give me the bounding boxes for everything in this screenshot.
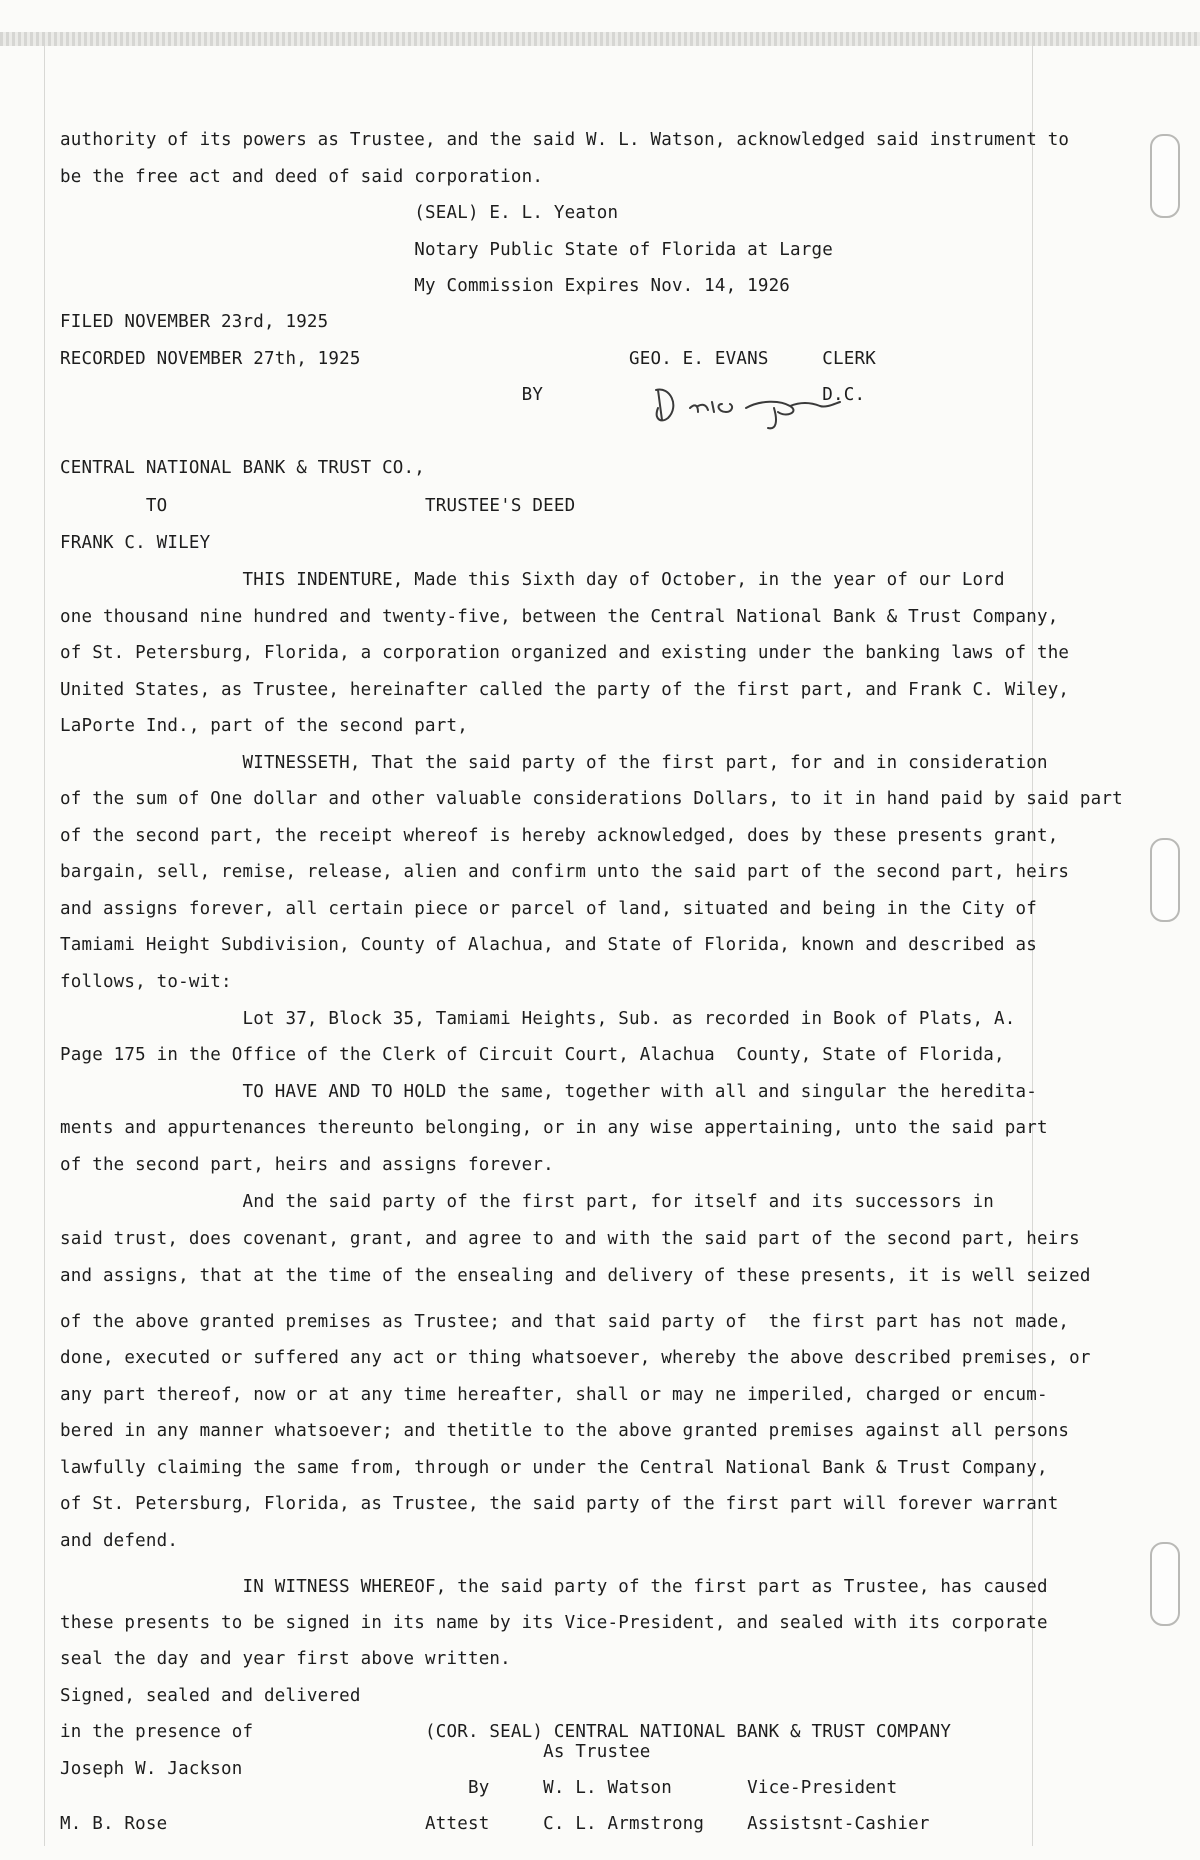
text-line: done, executed or suffered any act or thing whatsoever, whereby the above described premises, or (60, 1348, 1091, 1368)
text-line: Lot 37, Block 35, Tamiami Heights, Sub. as recorded in Book of Plats, A. (60, 1009, 1016, 1029)
text-line: follows, to-wit: (60, 972, 232, 992)
text-line: and assigns, that at the time of the ensealing and delivery of these presents, it is well seized (60, 1266, 1091, 1286)
text-line: seal the day and year first above written. (60, 1649, 511, 1669)
text-line: authority of its powers as Trustee, and the said W. L. Watson, acknowledged said instrument to (60, 130, 1070, 150)
text-line: Notary Public State of Florida at Large (60, 240, 833, 260)
text-line: Tamiami Height Subdivision, County of Alachua, and State of Florida, known and described as (60, 935, 1037, 955)
text-line: lawfully claiming the same from, through or under the Central National Bank & Trust Company, (60, 1458, 1048, 1478)
text-line: Signed, sealed and delivered (60, 1686, 361, 1706)
text-line: and assigns forever, all certain piece or parcel of land, situated and being in the City of (60, 899, 1037, 919)
text-line: Joseph W. Jackson (60, 1759, 243, 1779)
text-line: My Commission Expires Nov. 14, 1926 (60, 276, 791, 296)
text-line: FILED NOVEMBER 23rd, 1925 (60, 312, 329, 332)
text-line: And the said party of the first part, for itself and its successors in (60, 1192, 995, 1212)
text-line: and defend. (60, 1531, 179, 1551)
text-line: these presents to be signed in its name by its Vice-President, and sealed with its corporate (60, 1613, 1048, 1633)
punch-hole-2 (1150, 838, 1180, 922)
text-line: TO HAVE AND TO HOLD the same, together with all and singular the heredita- (60, 1082, 1037, 1102)
text-line: of the second part, the receipt whereof is hereby acknowledged, does by these presents grant, (60, 826, 1059, 846)
text-line: bered in any manner whatsoever; and thetitle to the above granted premises against all persons (60, 1421, 1070, 1441)
text-line: BY D.C. (60, 385, 866, 405)
text-line: in the presence of (COR. SEAL) CENTRAL NATIONAL BANK & TRUST COMPANY (60, 1722, 952, 1742)
text-line: As Trustee (60, 1742, 651, 1762)
text-line: FRANK C. WILEY (60, 533, 211, 553)
text-line: of the sum of One dollar and other valuable considerations Dollars, to it in hand paid by said part (60, 789, 1123, 809)
text-line: (SEAL) E. L. Yeaton (60, 203, 619, 223)
text-line: any part thereof, now or at any time hereafter, shall or may ne imperiled, charged or encum- (60, 1385, 1048, 1405)
text-line: THIS INDENTURE, Made this Sixth day of October, in the year of our Lord (60, 570, 1005, 590)
text-line: one thousand nine hundred and twenty-five, between the Central National Bank & Trust Company, (60, 607, 1059, 627)
text-line: of the second part, heirs and assigns forever. (60, 1155, 554, 1175)
punch-hole-1 (1150, 134, 1180, 218)
text-line: ments and appurtenances thereunto belonging, or in any wise appertaining, unto the said part (60, 1118, 1048, 1138)
text-line: of St. Petersburg, Florida, a corporation organized and existing under the banking laws of the (60, 643, 1070, 663)
clerk-signature (650, 378, 850, 432)
text-line: M. B. Rose Attest C. L. Armstrong Assistsnt-Cashier (60, 1814, 930, 1834)
text-line: of St. Petersburg, Florida, as Trustee, the said party of the first part will forever warrant (60, 1494, 1059, 1514)
text-line: of the above granted premises as Trustee; and that said party of the first part has not made, (60, 1312, 1070, 1332)
text-line: Page 175 in the Office of the Clerk of Circuit Court, Alachua County, State of Florida, (60, 1045, 1005, 1065)
text-line: United States, as Trustee, hereinafter called the party of the first part, and Frank C. Wiley, (60, 680, 1070, 700)
left-margin-line (44, 46, 45, 1846)
text-line: be the free act and deed of said corporation. (60, 167, 544, 187)
text-line: By W. L. Watson Vice-President (60, 1778, 898, 1798)
text-line: RECORDED NOVEMBER 27th, 1925 GEO. E. EVANS CLERK (60, 349, 876, 369)
text-line: said trust, does covenant, grant, and agree to and with the said part of the second part, heirs (60, 1229, 1080, 1249)
text-line: WITNESSETH, That the said party of the first part, for and in consideration (60, 753, 1048, 773)
text-line: LaPorte Ind., part of the second part, (60, 716, 468, 736)
text-line: bargain, sell, remise, release, alien and confirm unto the said part of the second part, heirs (60, 862, 1070, 882)
punch-hole-3 (1150, 1542, 1180, 1626)
scanner-edge (0, 32, 1200, 46)
text-line: TO TRUSTEE'S DEED (60, 496, 576, 516)
text-line: CENTRAL NATIONAL BANK & TRUST CO., (60, 458, 426, 478)
text-line: IN WITNESS WHEREOF, the said party of the first part as Trustee, has caused (60, 1577, 1048, 1597)
